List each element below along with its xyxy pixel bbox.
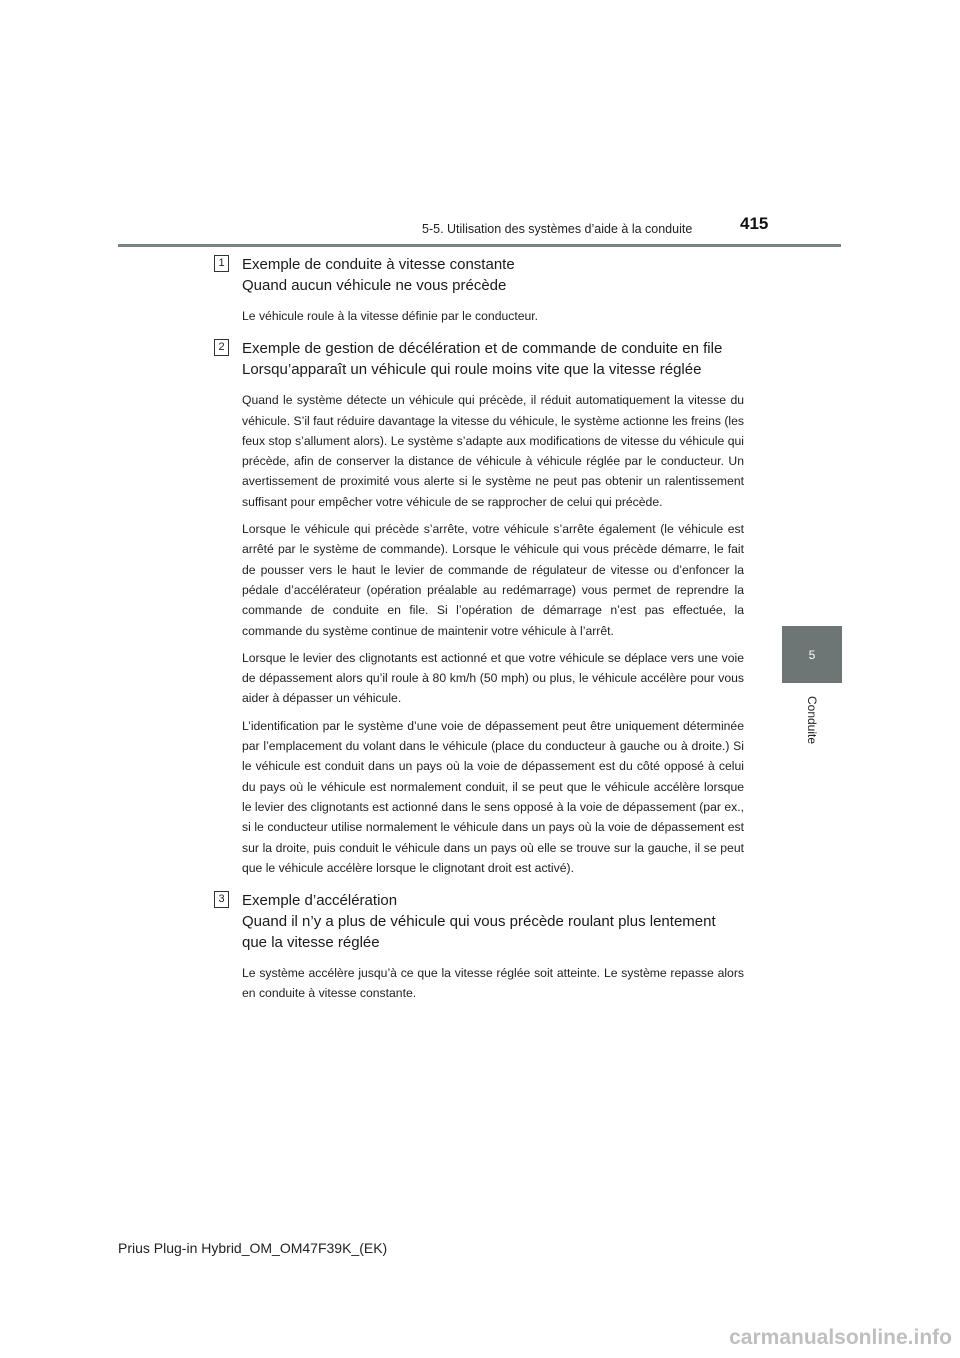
item-number-badge: 3 bbox=[214, 891, 229, 908]
paragraph: Le véhicule roule à la vitesse définie par le conducteur. bbox=[242, 309, 539, 323]
item-heading bbox=[214, 890, 744, 953]
heading-line: Exemple de conduite à vitesse constante bbox=[242, 256, 515, 273]
chapter-tab bbox=[782, 626, 842, 683]
heading-line: Lorsqu’apparaît un véhicule qui roule moins vite que la vitesse réglée bbox=[242, 361, 702, 379]
item-number-badge: 1 bbox=[214, 255, 229, 272]
page-number: 415 bbox=[740, 214, 769, 233]
paragraph: Lorsque le levier des clignotants est actionné et que votre véhicule se déplace vers une voie de dépassement alors qu’il roule à 80 km/h (50 mph) ou plus, le véhicule accélère pour vous aider à dépasser un véhicule. bbox=[242, 650, 744, 706]
heading-line: Exemple de gestion de décélération et de commande de conduite en file bbox=[242, 340, 723, 358]
item-body bbox=[242, 963, 744, 1004]
chapter-number: 5 bbox=[808, 647, 816, 662]
item-heading bbox=[214, 338, 744, 380]
paragraph: L’identification par le système d’une voie de dépassement peut être uniquement déterminée par l’emplacement du volant dans le véhicule (place du conducteur à gauche ou à droite.) Si le véhicule est conduit dans un pays où la voie de dépassement est du côté opposé à celui du pays où le véhicule est normalement conduit, il se peut que le véhicule accélère lorsque le levier des clignotants est actionné dans le sens opposé à la voie de dépassement (par ex., si le conducteur utilise normalement le véhicule dans un pays où la voie de dépassement est sur la droite, puis conduit le véhicule dans un pays où elle se trouve sur la gauche, il se peut que le véhicule accélère lorsque le clignotant droit est activé). bbox=[242, 718, 744, 875]
item-number-badge: 2 bbox=[214, 339, 229, 356]
paragraph: Quand le système détecte un véhicule qui précède, il réduit automatiquement la vitesse du véhicule. S’il faut réduire davantage la vitesse du véhicule, le système actionne les freins (les feux stop s’allument alors). Le système s’adapte aux modifications de vitesse du véhicule qui précède, afin de conserver la distance de véhicule à véhicule réglée par le conducteur. Un avertissement de proximité vous alerte si le système ne peut pas obtenir un ralentissement suffisant pour empêcher votre véhicule de se rapprocher de celui qui précède. bbox=[242, 393, 744, 509]
watermark: carmanualsonline.info bbox=[729, 1326, 952, 1349]
header-divider bbox=[118, 244, 841, 247]
paragraph: Lorsque le véhicule qui précède s’arrête, votre véhicule s’arrête également (le véhicule est arrêté par le système de commande). Lorsque le véhicule qui vous précède démarre, le fait de pousser vers le haut le levier de commande de régulateur de vitesse ou d’enfoncer la pédale d’accélérateur (opération préalable au redémarrage) vous permet de reprendre la commande de conduite en file. Si l’opération de démarrage n’est pas effectuée, la commande du système continue de maintenir votre véhicule à l’arrêt. bbox=[242, 522, 744, 638]
heading-line: Exemple d’accélération bbox=[242, 892, 398, 910]
heading-line: Quand aucun véhicule ne vous précède bbox=[242, 277, 507, 294]
paragraph: Le système accélère jusqu’à ce que la vitesse réglée soit atteinte. Le système repasse alors en conduite à vitesse constante. bbox=[242, 966, 744, 1001]
list-item bbox=[214, 254, 744, 326]
item-body bbox=[242, 306, 744, 326]
item-body bbox=[242, 390, 744, 878]
chapter-label: Conduite bbox=[805, 695, 819, 745]
section-title: 5-5. Utilisation des systèmes d’aide à la conduite bbox=[422, 222, 693, 236]
list-item bbox=[214, 338, 744, 878]
heading-line: Quand il n’y a plus de véhicule qui vous précède roulant plus lentement que la vitesse réglée bbox=[242, 913, 716, 952]
item-heading bbox=[214, 254, 744, 296]
list-item bbox=[214, 890, 744, 1004]
main-content bbox=[214, 254, 744, 1016]
document-title: Prius Plug-in Hybrid_OM_OM47F39K_(EK) bbox=[118, 1240, 388, 1256]
